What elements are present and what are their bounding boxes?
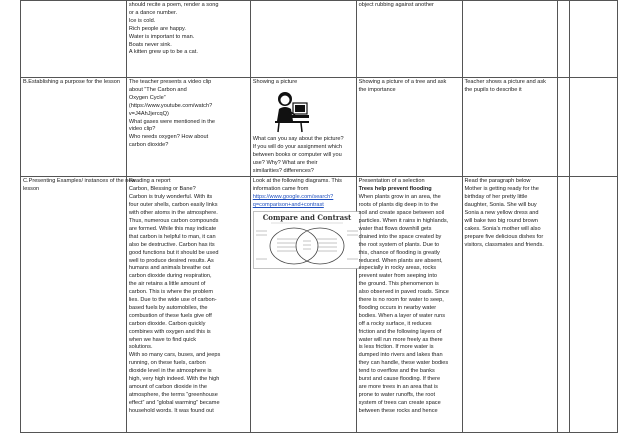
text-line: Ice is cold.: [128, 17, 156, 24]
text-line: Boats never sink.: [128, 41, 172, 48]
text-line: prepare five delicious dishes for: [464, 233, 544, 240]
text-line: birthday of her pretty little: [464, 194, 528, 201]
text-line: lies. Due to the wide use of carbon-: [128, 297, 217, 304]
text-line: atmosphere, the terms “greenhouse: [128, 391, 218, 398]
text-line: the ground. This phenomenon is: [358, 281, 439, 288]
text-line: Water is important to man.: [128, 33, 195, 40]
text-line: are formed. While this may indicate: [128, 225, 217, 232]
row-b-col3-cell: [250, 78, 356, 177]
text-line: drained into the space created by: [358, 233, 442, 240]
lesson-plan-table: [20, 0, 618, 433]
text-line: the root system of plants. Due to: [358, 241, 440, 248]
text-line: soil and create space between soil: [358, 210, 445, 217]
text-line: object rubbing against another: [358, 2, 434, 8]
text-line: A kitten grew up to be a cat.: [128, 49, 198, 56]
row-b-col2-cell: [126, 78, 250, 177]
row-a-col7-cell: [569, 1, 618, 78]
text-line: bodies. When a layer of water runs: [358, 312, 446, 319]
text-line: prone to water runoffs, the root: [358, 391, 436, 398]
text-line: is less friction. If more water is: [358, 344, 434, 351]
row-a-col4-cell: [356, 1, 462, 78]
row-a-col6-cell: [558, 1, 569, 78]
text-line: use? Why? What are their: [252, 159, 318, 166]
text-line: four outer shells, carbon easily links: [128, 202, 218, 209]
text-line: Reading a report: [128, 178, 171, 185]
selection-title: Trees help prevent flooding: [358, 186, 432, 193]
text-line: when we have to find quick: [128, 336, 197, 343]
text-line: will bake two big round brown: [464, 217, 538, 224]
row-c-col3-cell: [250, 177, 356, 433]
text-line: Mother is getting ready for the: [464, 186, 539, 193]
row-c-col7-cell: [569, 177, 618, 433]
text-line: Showing a picture: [252, 79, 298, 85]
text-line: amount of carbon dioxide in the: [128, 384, 207, 390]
text-line: Sonia a new yellow dress and: [464, 210, 539, 217]
text-line: friction and the following layers of: [358, 328, 442, 335]
row-b-col5-cell: [462, 78, 558, 177]
text-line: should recite a poem, render a song: [128, 2, 219, 8]
text-line: good functions but it should be used: [128, 249, 219, 256]
child-at-computer-illustration: [271, 89, 311, 133]
text-line: running, on these fuels, carbon: [128, 360, 206, 367]
text-line: Who needs oxygen? How about: [128, 134, 209, 141]
text-line: household words. It was found out: [128, 407, 214, 414]
text-line: the air retains a little amount of: [128, 281, 206, 288]
text-line: system of trees can create space: [358, 399, 441, 406]
text-line: Showing a picture of a tree and ask: [358, 79, 447, 85]
text-line: reduced. When plants are absent,: [358, 257, 443, 264]
row-c-label-cell: [21, 177, 136, 433]
text-line: carbon dioxide. Carbon quickly: [128, 320, 206, 327]
text-line: cakes. Sonia’s mother will also: [464, 225, 541, 232]
text-line: the pupils to describe it: [464, 86, 522, 93]
text-line: off a rocky surface, it reduces: [358, 320, 432, 327]
row-a-col5-cell: [462, 1, 558, 78]
text-line: dioxide level in the atmosphere is: [128, 368, 212, 375]
text-line: combustion of these fuels give off: [128, 312, 212, 319]
text-line: burst and cause flooding. If there: [358, 376, 441, 383]
text-line: flooding occurs in nearby water: [358, 304, 437, 311]
text-line: daughter, Sonia. She will buy: [464, 202, 537, 209]
row-b-label-cell: [21, 78, 127, 177]
row-b-col4-cell: [356, 78, 462, 177]
text-line: Read the paragraph below: [464, 178, 531, 185]
text-line: Presentation of a selection: [358, 178, 425, 185]
table-row: [21, 177, 618, 433]
row-label: lesson: [23, 186, 40, 193]
text-line: What can you say about the picture?: [252, 135, 344, 142]
text-line: Rich people are happy.: [128, 25, 186, 32]
text-line: When plants grow in an area, the: [358, 194, 441, 201]
text-line: similarities? differences?: [252, 167, 314, 174]
text-line: also observed in paved roads. Since: [358, 289, 449, 296]
text-line: well to produce desired results. As: [128, 257, 214, 264]
text-line: this, chance of flooding is greatly: [358, 249, 440, 256]
text-line: combines with oxygen and this is: [128, 328, 211, 335]
text-line: high, very high indeed. With the high: [128, 376, 220, 383]
text-line: are more trees in an area that is: [358, 384, 438, 390]
text-line: Thus, numerous carbon compounds: [128, 217, 219, 224]
text-line: Oxygen Cycle”: [128, 94, 166, 101]
text-line: about “The Carbon and: [128, 86, 187, 93]
text-line: especially in rocky areas, rocks: [358, 265, 437, 272]
text-line: there is no room for water to seep,: [358, 297, 444, 304]
text-line: tend to overflow and the banks: [358, 368, 435, 375]
row-c-col4-cell: [356, 177, 462, 433]
text-line: water will run more freely as there: [358, 336, 443, 343]
text-line: v=J4AhJjercqQ): [128, 110, 169, 117]
text-line: roots of plants dig deep in to the: [358, 202, 439, 209]
table-row: [21, 78, 618, 177]
row-c-col5-cell: [462, 177, 558, 433]
compare-contrast-diagram: [253, 211, 361, 269]
row-c-col2-cell: [126, 177, 250, 433]
text-line: dumped into rivers and lakes than: [358, 352, 443, 359]
text-line: or a dance number.: [128, 9, 178, 16]
text-line: the importance: [358, 86, 396, 93]
text-line: visitors, classmates and friends.: [464, 241, 544, 248]
text-line: With so many cars, buses, and jeeps: [128, 352, 221, 359]
row-label: C.Presenting Examples/ instances of the new: [23, 178, 136, 185]
text-line: What gases were mentioned in the: [128, 118, 216, 125]
text-line: between books or computer will you: [252, 151, 342, 158]
text-line: humans and animals breathe out: [128, 265, 211, 272]
text-line: If you will do your assignment which: [252, 143, 342, 150]
text-line: between these rocks and hence: [358, 407, 438, 414]
source-link[interactable]: https://www.google.com/search?: [252, 194, 334, 201]
text-line: water that flows downhill gets: [358, 225, 432, 232]
text-line: video clip?: [128, 126, 156, 133]
table-row: [21, 1, 618, 78]
row-a-label-cell: [21, 1, 127, 78]
row-a-col2-cell: [126, 1, 250, 78]
text-line: information came from: [252, 186, 309, 193]
text-line: prevent water from seeping into: [358, 273, 437, 280]
diagram-title: Compare and Contrast: [262, 213, 352, 223]
text-line: particles. When it rains in highlands,: [358, 217, 449, 224]
row-b-col7-cell: [569, 78, 618, 177]
source-link[interactable]: q=comparison+and+contrast: [252, 202, 324, 209]
text-line: Teacher shows a picture and ask: [464, 79, 546, 85]
text-line: Look at the following diagrams. This: [252, 178, 342, 185]
text-line: that carbon is helpful to man, it can: [128, 233, 216, 240]
text-line: with other atoms in the atmosphere.: [128, 210, 218, 217]
text-line: they can handle, these water bodies: [358, 360, 449, 367]
row-b-col6-cell: [558, 78, 569, 177]
text-line: solutions.: [128, 344, 153, 351]
text-line: carbon dioxide during respiration,: [128, 273, 212, 280]
row-c-col6-cell: [558, 177, 569, 433]
text-line: Carbon is truly wonderful. With its: [128, 194, 213, 201]
text-line: also be destructive. Carbon has its: [128, 241, 215, 248]
text-line: based fuels by automobiles, the: [128, 304, 208, 311]
text-line: carbon. This is where the problem: [128, 289, 214, 296]
text-line: carbon dioxide?: [128, 142, 169, 149]
row-a-col3-cell: [250, 1, 356, 78]
text-line: The teacher presents a video clip: [128, 79, 212, 85]
text-line: effect” and “global warming” became: [128, 399, 220, 406]
row-label: B.Establishing a purpose for the lesson: [23, 79, 121, 85]
text-line: Carbon, Blessing or Bane?: [128, 186, 196, 193]
text-line: (https://www.youtube.com/watch?: [128, 102, 213, 109]
